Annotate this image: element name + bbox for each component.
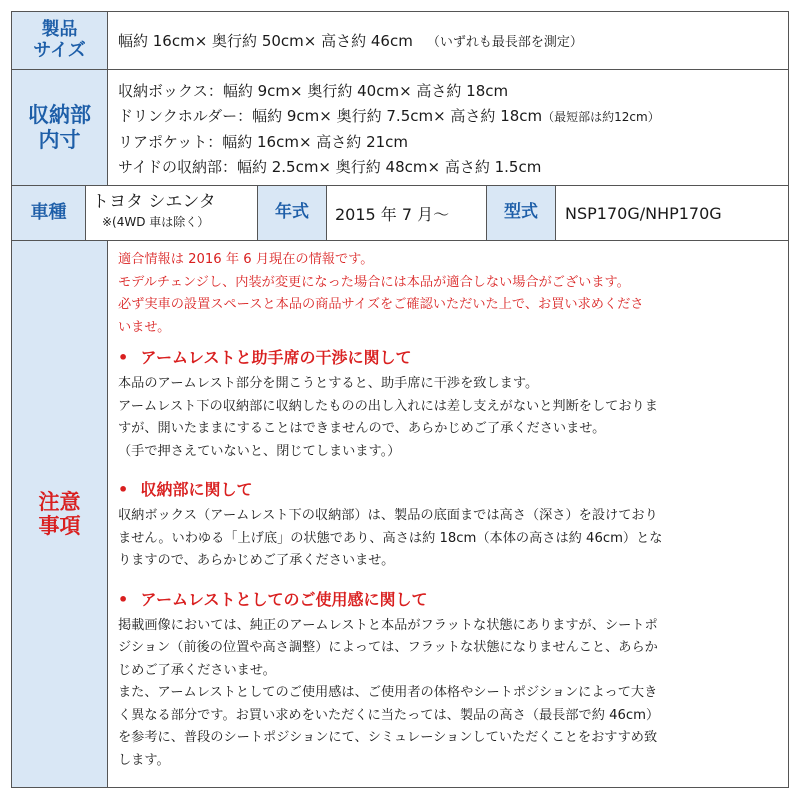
notes-header-line1: 注意	[38, 489, 81, 514]
section-heading	[118, 477, 788, 505]
year-header-label: 年式	[275, 202, 309, 223]
year-header	[258, 186, 327, 241]
storage-line-drink	[118, 104, 788, 130]
notes-intro	[118, 249, 788, 339]
notes-header-line2: 事項	[38, 514, 81, 538]
storage-header-line1: 収納部	[28, 103, 91, 128]
section-line: 掲載画像においては、純正のアームレストと本品がフラットな状態にありますが、シートポ	[118, 617, 658, 633]
section-heading	[118, 345, 788, 373]
size-header-line1: 製品	[41, 18, 78, 40]
section-line: じめご了承くださいませ。	[118, 662, 276, 678]
section-title: アームレストとしてのご使用感に関して	[140, 589, 428, 609]
storage-line-box: 収納ボックス：幅約 9cm× 奥行約 40cm× 高さ約 18cm	[118, 82, 509, 100]
size-header-line2: サイズ	[33, 39, 86, 61]
vehicle-name: トヨタ シエンタ	[92, 192, 216, 212]
bullet-icon: •	[118, 348, 129, 367]
section-title: アームレストと助手席の干渉に関して	[140, 348, 412, 367]
notes-header	[12, 241, 108, 787]
section-line: 収納ボックス（アームレスト下の収納部）は、製品の底面までは高さ（深さ）を設けており	[118, 508, 658, 523]
vehicle-header-label: 車種	[30, 201, 67, 223]
vehicle-header	[12, 186, 86, 241]
model-value: NSP170G/NHP170G	[565, 203, 722, 223]
model-header	[487, 186, 556, 241]
section-line: 本品のアームレスト部分を開こうとすると、助手席に干渉を致します。	[118, 376, 539, 391]
bullet-icon: •	[118, 480, 129, 499]
storage-drink-note: （最短部は約12cm）	[542, 110, 660, 124]
model-value-cell	[556, 186, 788, 241]
spec-table	[11, 11, 789, 788]
section-line: ません。いわゆる「上げ底」の状態であり、高さは約 18cm（本体の高さは約 46cm）とな	[118, 530, 663, 546]
section-line: ジション（前後の位置や高さ調整）によっては、フラットな状態になりませんこと、あらか	[118, 640, 658, 655]
storage-line-side: サイドの収納部：幅約 2.5cm× 奥行約 48cm× 高さ約 1.5cm	[118, 158, 542, 176]
bullet-icon: •	[118, 589, 129, 609]
section-heading	[118, 587, 788, 615]
section-line: します。	[118, 752, 170, 768]
storage-line-rear: リアポケット：幅約 16cm× 高さ約 21cm	[118, 133, 409, 151]
section-title: 収納部に関して	[140, 480, 253, 499]
notes-section-usability	[118, 587, 788, 773]
notes-section-armrest-interference	[118, 345, 788, 463]
notes-body	[108, 241, 788, 787]
vehicle-name-cell	[86, 186, 258, 241]
size-header	[12, 12, 108, 70]
model-header-label: 型式	[504, 202, 538, 223]
notes-intro-line: 適合情報は 2016 年 6 月現在の情報です。	[118, 252, 374, 267]
size-value: 幅約 16cm× 奥行約 50cm× 高さ約 46cm	[118, 32, 413, 50]
section-line: また、アームレストとしてのご使用感は、ご使用者の体格やシートポジションによって大き	[118, 685, 658, 700]
storage-header-line2: 内寸	[38, 127, 81, 152]
section-line: アームレスト下の収納部に収納したものの出し入れには差し支えがないと判断をしておりま	[118, 398, 658, 414]
storage-header	[12, 70, 108, 186]
size-note: （いずれも最長部を測定）	[426, 35, 583, 50]
section-line: （手で押さえていないと、閉じてしまいます。）	[118, 443, 401, 459]
storage-line-drink-text: ドリンクホルダー：幅約 9cm× 奥行約 7.5cm× 高さ約 18cm	[118, 107, 543, 125]
notes-intro-line: モデルチェンジし、内装が変更になった場合には本品が適合しない場合がございます。	[118, 274, 630, 290]
storage-value-cell	[108, 70, 788, 186]
year-value-cell	[327, 186, 487, 241]
notes-intro-line: 必ず実車の設置スペースと本品の商品サイズをご確認いただいた上で、お買い求めくださ	[118, 297, 644, 312]
size-value-cell	[108, 12, 788, 70]
vehicle-note: ※(4WD 車は除く）	[102, 215, 210, 229]
section-line: りますので、あらかじめご了承くださいませ。	[118, 553, 395, 568]
year-value: 2015 年 7 月〜	[335, 204, 450, 224]
notes-section-storage	[118, 477, 788, 573]
notes-intro-line: いませ。	[118, 319, 171, 335]
section-line: すが、開いたままにすることはできませんので、あらかじめご了承くださいませ。	[118, 421, 606, 436]
section-line: く異なる部分です。お買い求めをいただくに当たっては、製品の高さ（最長部で約 46cm）	[118, 707, 660, 723]
section-line: を参考に、普段のシートポジションにて、シミュレーションしていただくことをおすすめ致	[118, 730, 658, 745]
